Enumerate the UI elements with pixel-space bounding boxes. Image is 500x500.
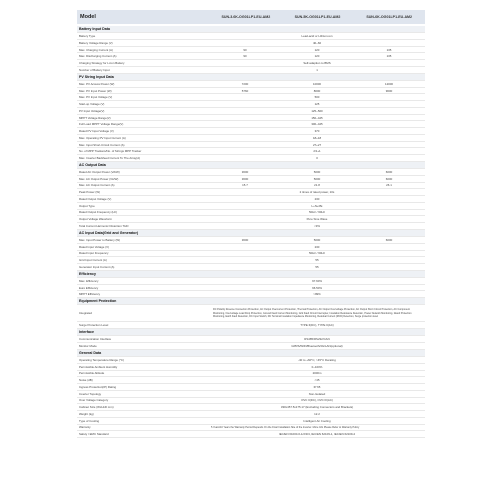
spec-value: 120 bbox=[314, 47, 320, 52]
spec-value-merged: 97.60% bbox=[312, 278, 322, 283]
spec-row bbox=[77, 88, 425, 95]
spec-values bbox=[209, 265, 425, 269]
spec-values bbox=[209, 102, 425, 106]
spec-row bbox=[77, 183, 425, 190]
spec-label: Rated Input Voltage (V) bbox=[79, 244, 110, 249]
spec-value-merged: 330x457.5x175.17 (Excluding Connectors and Brackets) bbox=[280, 405, 354, 410]
spec-row bbox=[77, 216, 425, 223]
spec-value-merged: RS485/RS232/CAN bbox=[304, 337, 330, 342]
spec-label: Max. Efficiency bbox=[79, 278, 99, 283]
spec-values bbox=[209, 183, 425, 187]
spec-label: Type of Cooling bbox=[79, 418, 100, 423]
spec-values bbox=[209, 48, 425, 52]
spec-value: 5760 bbox=[241, 88, 249, 93]
spec-values bbox=[209, 432, 425, 436]
spec-value: 3600 bbox=[241, 237, 249, 242]
spec-label: Safety / EMC Standard bbox=[79, 432, 109, 437]
spec-label: Weight (kg) bbox=[79, 411, 94, 416]
spec-row bbox=[77, 101, 425, 108]
spec-row bbox=[77, 94, 425, 101]
spec-label: Generator Input Current (A) bbox=[79, 264, 115, 269]
spec-value-merged: 150~425 bbox=[311, 115, 323, 120]
spec-row bbox=[77, 305, 425, 322]
spec-values bbox=[209, 365, 425, 369]
spec-row bbox=[77, 53, 425, 60]
spec-value-merged: 230 bbox=[314, 244, 320, 249]
spec-row bbox=[77, 189, 425, 196]
spec-value-merged: IP 65 bbox=[313, 384, 321, 389]
section-header bbox=[77, 298, 425, 305]
spec-label: Monitor Mode bbox=[79, 343, 97, 348]
section-title: Interface bbox=[79, 330, 94, 335]
section-header bbox=[77, 350, 425, 357]
spec-row bbox=[77, 148, 425, 155]
spec-row bbox=[77, 81, 425, 88]
section-title: AC Input Data(Grid and Generator) bbox=[79, 230, 139, 235]
spec-label: MPPT Efficiency bbox=[79, 292, 101, 297]
spec-values bbox=[209, 405, 425, 409]
spec-label: Max. PV Access Power (W) bbox=[79, 81, 115, 86]
spec-values bbox=[209, 426, 425, 429]
spec-values bbox=[209, 129, 425, 133]
spec-value: 15.7 bbox=[242, 183, 248, 188]
spec-values bbox=[209, 392, 425, 396]
section-title: AC Output Data bbox=[79, 162, 106, 167]
spec-value: 90 bbox=[243, 54, 247, 59]
spec-label: Battery Voltage Range (V) bbox=[79, 40, 113, 45]
spec-value-merged: 27+27 bbox=[312, 142, 322, 147]
spec-value-merged: 0 bbox=[316, 156, 318, 160]
spec-row bbox=[77, 285, 425, 292]
spec-value-merged: TYPE II(DC), TYPE II(AC) bbox=[300, 323, 334, 328]
spec-values bbox=[209, 238, 425, 242]
spec-label: Rated Input Frequency bbox=[79, 251, 109, 256]
spec-row bbox=[77, 418, 425, 425]
spec-value: 6000 bbox=[385, 176, 393, 181]
spec-row bbox=[77, 425, 425, 432]
spec-label: Communication Interface bbox=[79, 337, 112, 342]
section-title: Equipment Protection bbox=[79, 299, 117, 304]
spec-label: Rated PV Input Voltage (V) bbox=[79, 129, 114, 133]
spec-value: 3600 bbox=[241, 169, 249, 174]
spec-value-merged: >99% bbox=[313, 292, 321, 297]
spec-value: 135 bbox=[386, 54, 392, 59]
spec-row bbox=[77, 278, 425, 285]
spec-values bbox=[209, 385, 425, 389]
spec-row bbox=[77, 203, 425, 210]
spec-values bbox=[209, 323, 425, 327]
spec-value: 5000 bbox=[313, 176, 321, 181]
spec-value-merged: 2000m bbox=[312, 371, 322, 376]
spec-value-merged: GPRS/WIFI/Bluetooth/4G/LAN(optional) bbox=[291, 343, 343, 348]
spec-value: 135 bbox=[386, 47, 392, 52]
spec-value: 8000 bbox=[313, 88, 321, 93]
spec-values bbox=[209, 170, 425, 174]
model-column-2: SUN-5K-OG01LP1-EU-AM2 bbox=[294, 15, 341, 19]
spec-value-merged: DC Polarity Reverse Connection Protection, AC Output Overcurrent Protection, Thermal Protection, AC Output Overvoltage Protection, AC Output Short Circuit Protection, AC Component Monitoring, Overvoltage Load Drop Protection, Ground Fault Current Monitoring, Grid Fault Circuit Interrupter, Insulation Resistance Detection, Power Network Monitoring, Island Protection Monitoring, Earth Fault Detection, DC Input Switch, DC Terminal Insulation Impedance Monitoring, Residual Current (RCD) Detection, Surge protection level bbox=[213, 308, 412, 319]
spec-value: 5000 bbox=[313, 169, 321, 174]
spec-value: 12000 bbox=[384, 81, 394, 86]
spec-value: 6000 bbox=[385, 169, 393, 174]
spec-value: 120 bbox=[314, 54, 320, 59]
spec-value: 3600 bbox=[241, 176, 249, 181]
spec-row bbox=[77, 364, 425, 371]
spec-values bbox=[209, 143, 425, 147]
spec-value-merged: Non-Isolated bbox=[308, 391, 326, 396]
spec-row bbox=[77, 142, 425, 149]
section-header bbox=[77, 230, 425, 237]
spec-row bbox=[77, 257, 425, 264]
spec-row bbox=[77, 121, 425, 128]
spec-value-merged: OVC II(DC), OVC III(AC) bbox=[301, 398, 333, 403]
spec-values bbox=[209, 122, 425, 126]
spec-values bbox=[209, 245, 425, 249]
spec-value: 9600 bbox=[385, 88, 393, 93]
spec-values bbox=[209, 68, 425, 72]
spec-label: Cabinet Size (WxHxD mm) bbox=[79, 405, 114, 410]
spec-value-merged: <3% bbox=[314, 223, 320, 228]
spec-values bbox=[209, 89, 425, 93]
datasheet-page bbox=[77, 10, 425, 493]
spec-values bbox=[209, 61, 425, 65]
spec-row bbox=[77, 343, 425, 350]
spec-row bbox=[77, 398, 425, 405]
spec-row bbox=[77, 404, 425, 411]
section-header bbox=[77, 74, 425, 81]
spec-values bbox=[209, 344, 425, 348]
spec-values bbox=[209, 308, 425, 318]
spec-values bbox=[209, 197, 425, 201]
spec-label: Rated AC Output Power (VA/W) bbox=[79, 169, 120, 174]
spec-values bbox=[209, 378, 425, 382]
spec-values bbox=[209, 190, 425, 194]
spec-value-merged: 300~425 bbox=[311, 122, 323, 127]
spec-label: Inverter Topology bbox=[79, 391, 102, 396]
spec-label: Charging Strategy for Li-Ion Battery bbox=[79, 61, 125, 66]
spec-label: Permissible Ambient Humidity bbox=[79, 364, 118, 369]
section-header bbox=[77, 271, 425, 278]
spec-row bbox=[77, 431, 425, 438]
spec-value: 10000 bbox=[312, 81, 322, 86]
spec-value-merged: 5 Years/10 Years the Warranty Period Depends On the Final Installation Site of the Inverter. More Info Please Refer to Warranty Policy bbox=[211, 425, 360, 429]
spec-value-merged: 1 bbox=[316, 67, 318, 72]
spec-value: 7200 bbox=[241, 81, 249, 86]
spec-row bbox=[77, 33, 425, 40]
spec-values bbox=[209, 412, 425, 416]
spec-values bbox=[209, 286, 425, 290]
spec-label: Max. Inverter Backfeed Current To The Array(A) bbox=[79, 156, 141, 160]
spec-value: 90 bbox=[243, 47, 247, 52]
spec-label: PV Input Voltage(V) bbox=[79, 108, 105, 113]
spec-row bbox=[77, 40, 425, 47]
spec-value-merged: 230 bbox=[314, 196, 320, 201]
spec-row bbox=[77, 251, 425, 258]
spec-values bbox=[209, 251, 425, 255]
spec-label: Max. AC Output Power (VA/W) bbox=[79, 176, 119, 181]
spec-row bbox=[77, 155, 425, 162]
spec-values bbox=[209, 54, 425, 58]
spec-label: Max. PV Input Power (W) bbox=[79, 88, 112, 93]
spec-row bbox=[77, 264, 425, 271]
spec-value-merged: IEC/EN 61000-6-1/2/3/4, IEC/EN 62109-1, IEC/EN 62109-2 bbox=[278, 432, 356, 437]
spec-value-merged: Self-adaption to BMS bbox=[303, 61, 331, 66]
spec-label: Max. AC Output Current (A) bbox=[79, 183, 115, 188]
spec-values bbox=[209, 217, 425, 221]
spec-label: Output Type bbox=[79, 203, 95, 208]
spec-label: No. of MPP Trackers/No. of Strings MPP Tracker bbox=[79, 149, 142, 154]
spec-table bbox=[77, 26, 425, 438]
section-header bbox=[77, 329, 425, 336]
spec-row bbox=[77, 128, 425, 135]
spec-value-merged: 12.2 bbox=[314, 411, 320, 416]
spec-value-merged: 50Hz / 60Hz bbox=[309, 210, 325, 215]
spec-row bbox=[77, 223, 425, 230]
spec-row bbox=[77, 196, 425, 203]
spec-label: Max. Charging Current (A) bbox=[79, 47, 113, 52]
spec-values bbox=[209, 95, 425, 99]
spec-label: Rated Output Frequency (Hz) bbox=[79, 210, 117, 215]
spec-label: Battery Type bbox=[79, 34, 96, 39]
spec-value-merged: L+N+PE bbox=[311, 203, 323, 208]
spec-values bbox=[209, 34, 425, 38]
spec-row bbox=[77, 108, 425, 115]
spec-values bbox=[209, 371, 425, 375]
section-title: Battery Input Data bbox=[79, 27, 110, 32]
spec-row bbox=[77, 391, 425, 398]
spec-value: 5000 bbox=[313, 237, 321, 242]
spec-values bbox=[209, 398, 425, 402]
spec-label: Output Voltage Waveform bbox=[79, 217, 112, 222]
spec-value-merged: -40 to +60°C, >45°C Derating bbox=[298, 357, 336, 362]
spec-label: Max. PV Input Voltage (V) bbox=[79, 95, 113, 100]
spec-row bbox=[77, 237, 425, 244]
spec-value-merged: 55 bbox=[315, 264, 319, 269]
spec-row bbox=[77, 47, 425, 54]
spec-label: Surge Protection Level bbox=[79, 323, 109, 328]
spec-label: Euro Efficiency bbox=[79, 285, 99, 290]
model-column-1: SUN-3.6K-OG01LP1-EU-AM2 bbox=[221, 15, 271, 19]
spec-row bbox=[77, 135, 425, 142]
spec-values bbox=[209, 149, 425, 153]
spec-value-merged: 40~60 bbox=[312, 40, 322, 45]
spec-row bbox=[77, 371, 425, 378]
spec-label: Noise (dB) bbox=[79, 378, 93, 383]
spec-values bbox=[209, 109, 425, 113]
spec-row bbox=[77, 411, 425, 418]
spec-values bbox=[209, 41, 425, 45]
spec-row bbox=[77, 115, 425, 122]
spec-value-merged: 18+18 bbox=[312, 135, 322, 140]
spec-row bbox=[77, 244, 425, 251]
spec-value: 6000 bbox=[385, 237, 393, 242]
spec-label: Max. Operating PV Input Current (A) bbox=[79, 135, 126, 140]
spec-value-merged: 370 bbox=[314, 129, 320, 133]
spec-label: Warranty bbox=[79, 425, 91, 430]
spec-values bbox=[209, 258, 425, 262]
spec-values bbox=[209, 82, 425, 86]
spec-value: 21.8 bbox=[314, 183, 320, 188]
spec-row bbox=[77, 377, 425, 384]
spec-values bbox=[209, 204, 425, 208]
spec-label: Grid Input Current (A) bbox=[79, 258, 107, 263]
spec-value-merged: Lead-acid or Lithium-ion bbox=[301, 34, 333, 39]
spec-values bbox=[209, 224, 425, 228]
spec-row bbox=[77, 357, 425, 364]
spec-label: Full Load MPPT Voltage Range(V) bbox=[79, 122, 124, 127]
spec-label: Peak Power (W) bbox=[79, 190, 101, 195]
spec-row bbox=[77, 60, 425, 67]
spec-value-merged: 96.50% bbox=[312, 285, 322, 290]
spec-row bbox=[77, 176, 425, 183]
spec-row bbox=[77, 384, 425, 391]
spec-row bbox=[77, 169, 425, 176]
spec-label: Integrated bbox=[79, 311, 93, 316]
spec-value-merged: 500 bbox=[314, 95, 320, 100]
spec-value-merged: 125 bbox=[314, 102, 320, 106]
spec-label: Max. Discharging Current (A) bbox=[79, 54, 117, 59]
spec-label: Max. Input Power to Battery (W) bbox=[79, 237, 121, 242]
section-title: Efficiency bbox=[79, 271, 96, 276]
model-column-3: SUN-6K-OG01LP1-EU-AM2 bbox=[366, 15, 413, 19]
spec-row bbox=[77, 210, 425, 217]
spec-values bbox=[209, 177, 425, 181]
spec-value-merged: 125~500 bbox=[311, 108, 323, 113]
spec-label: Rated Output Voltage (V) bbox=[79, 196, 112, 201]
section-header bbox=[77, 162, 425, 169]
spec-label: MPPT Voltage Range(V) bbox=[79, 115, 111, 120]
spec-values bbox=[209, 337, 425, 341]
spec-values bbox=[209, 419, 425, 423]
section-title: General Data bbox=[79, 350, 102, 355]
spec-row bbox=[77, 67, 425, 74]
spec-value-merged: 50Hz / 60Hz bbox=[309, 251, 325, 256]
spec-values bbox=[209, 292, 425, 296]
spec-values bbox=[209, 116, 425, 120]
spec-values bbox=[209, 358, 425, 362]
section-header bbox=[77, 26, 425, 33]
spec-label: Start-up Voltage (V) bbox=[79, 102, 105, 106]
spec-row bbox=[77, 336, 425, 343]
spec-row bbox=[77, 322, 425, 329]
spec-value-merged: Intelligent Air Cooling bbox=[303, 418, 331, 423]
spec-label: Permissible Altitude bbox=[79, 371, 105, 376]
spec-value-merged: 55 bbox=[315, 258, 319, 263]
spec-label: Number of Battery Input bbox=[79, 67, 110, 72]
spec-values bbox=[209, 136, 425, 140]
spec-label: Max. Input Short-Circuit Current (A) bbox=[79, 142, 125, 147]
spec-label: Ingress Protection(IP) Rating bbox=[79, 384, 117, 389]
spec-value-merged: <45 bbox=[314, 378, 320, 383]
spec-values bbox=[209, 156, 425, 160]
spec-value-merged: 2/1+1 bbox=[313, 149, 321, 154]
section-title: PV String Input Data bbox=[79, 74, 114, 79]
spec-value: 26.1 bbox=[386, 183, 392, 188]
spec-label: Operating Temperature Range (°C) bbox=[79, 357, 124, 362]
spec-values bbox=[209, 210, 425, 214]
spec-value-merged: 2 times of rated power, 10s bbox=[299, 190, 335, 195]
model-header-row bbox=[77, 10, 425, 24]
model-label: Model bbox=[80, 14, 96, 20]
spec-label: Over Voltage Category bbox=[79, 398, 109, 403]
spec-values bbox=[209, 279, 425, 283]
spec-value-merged: 0~100% bbox=[311, 364, 323, 369]
spec-row bbox=[77, 291, 425, 298]
spec-value-merged: Pure Sine Wave bbox=[306, 217, 328, 222]
spec-label: Total Current Harmonic Distortion THD bbox=[79, 223, 129, 228]
